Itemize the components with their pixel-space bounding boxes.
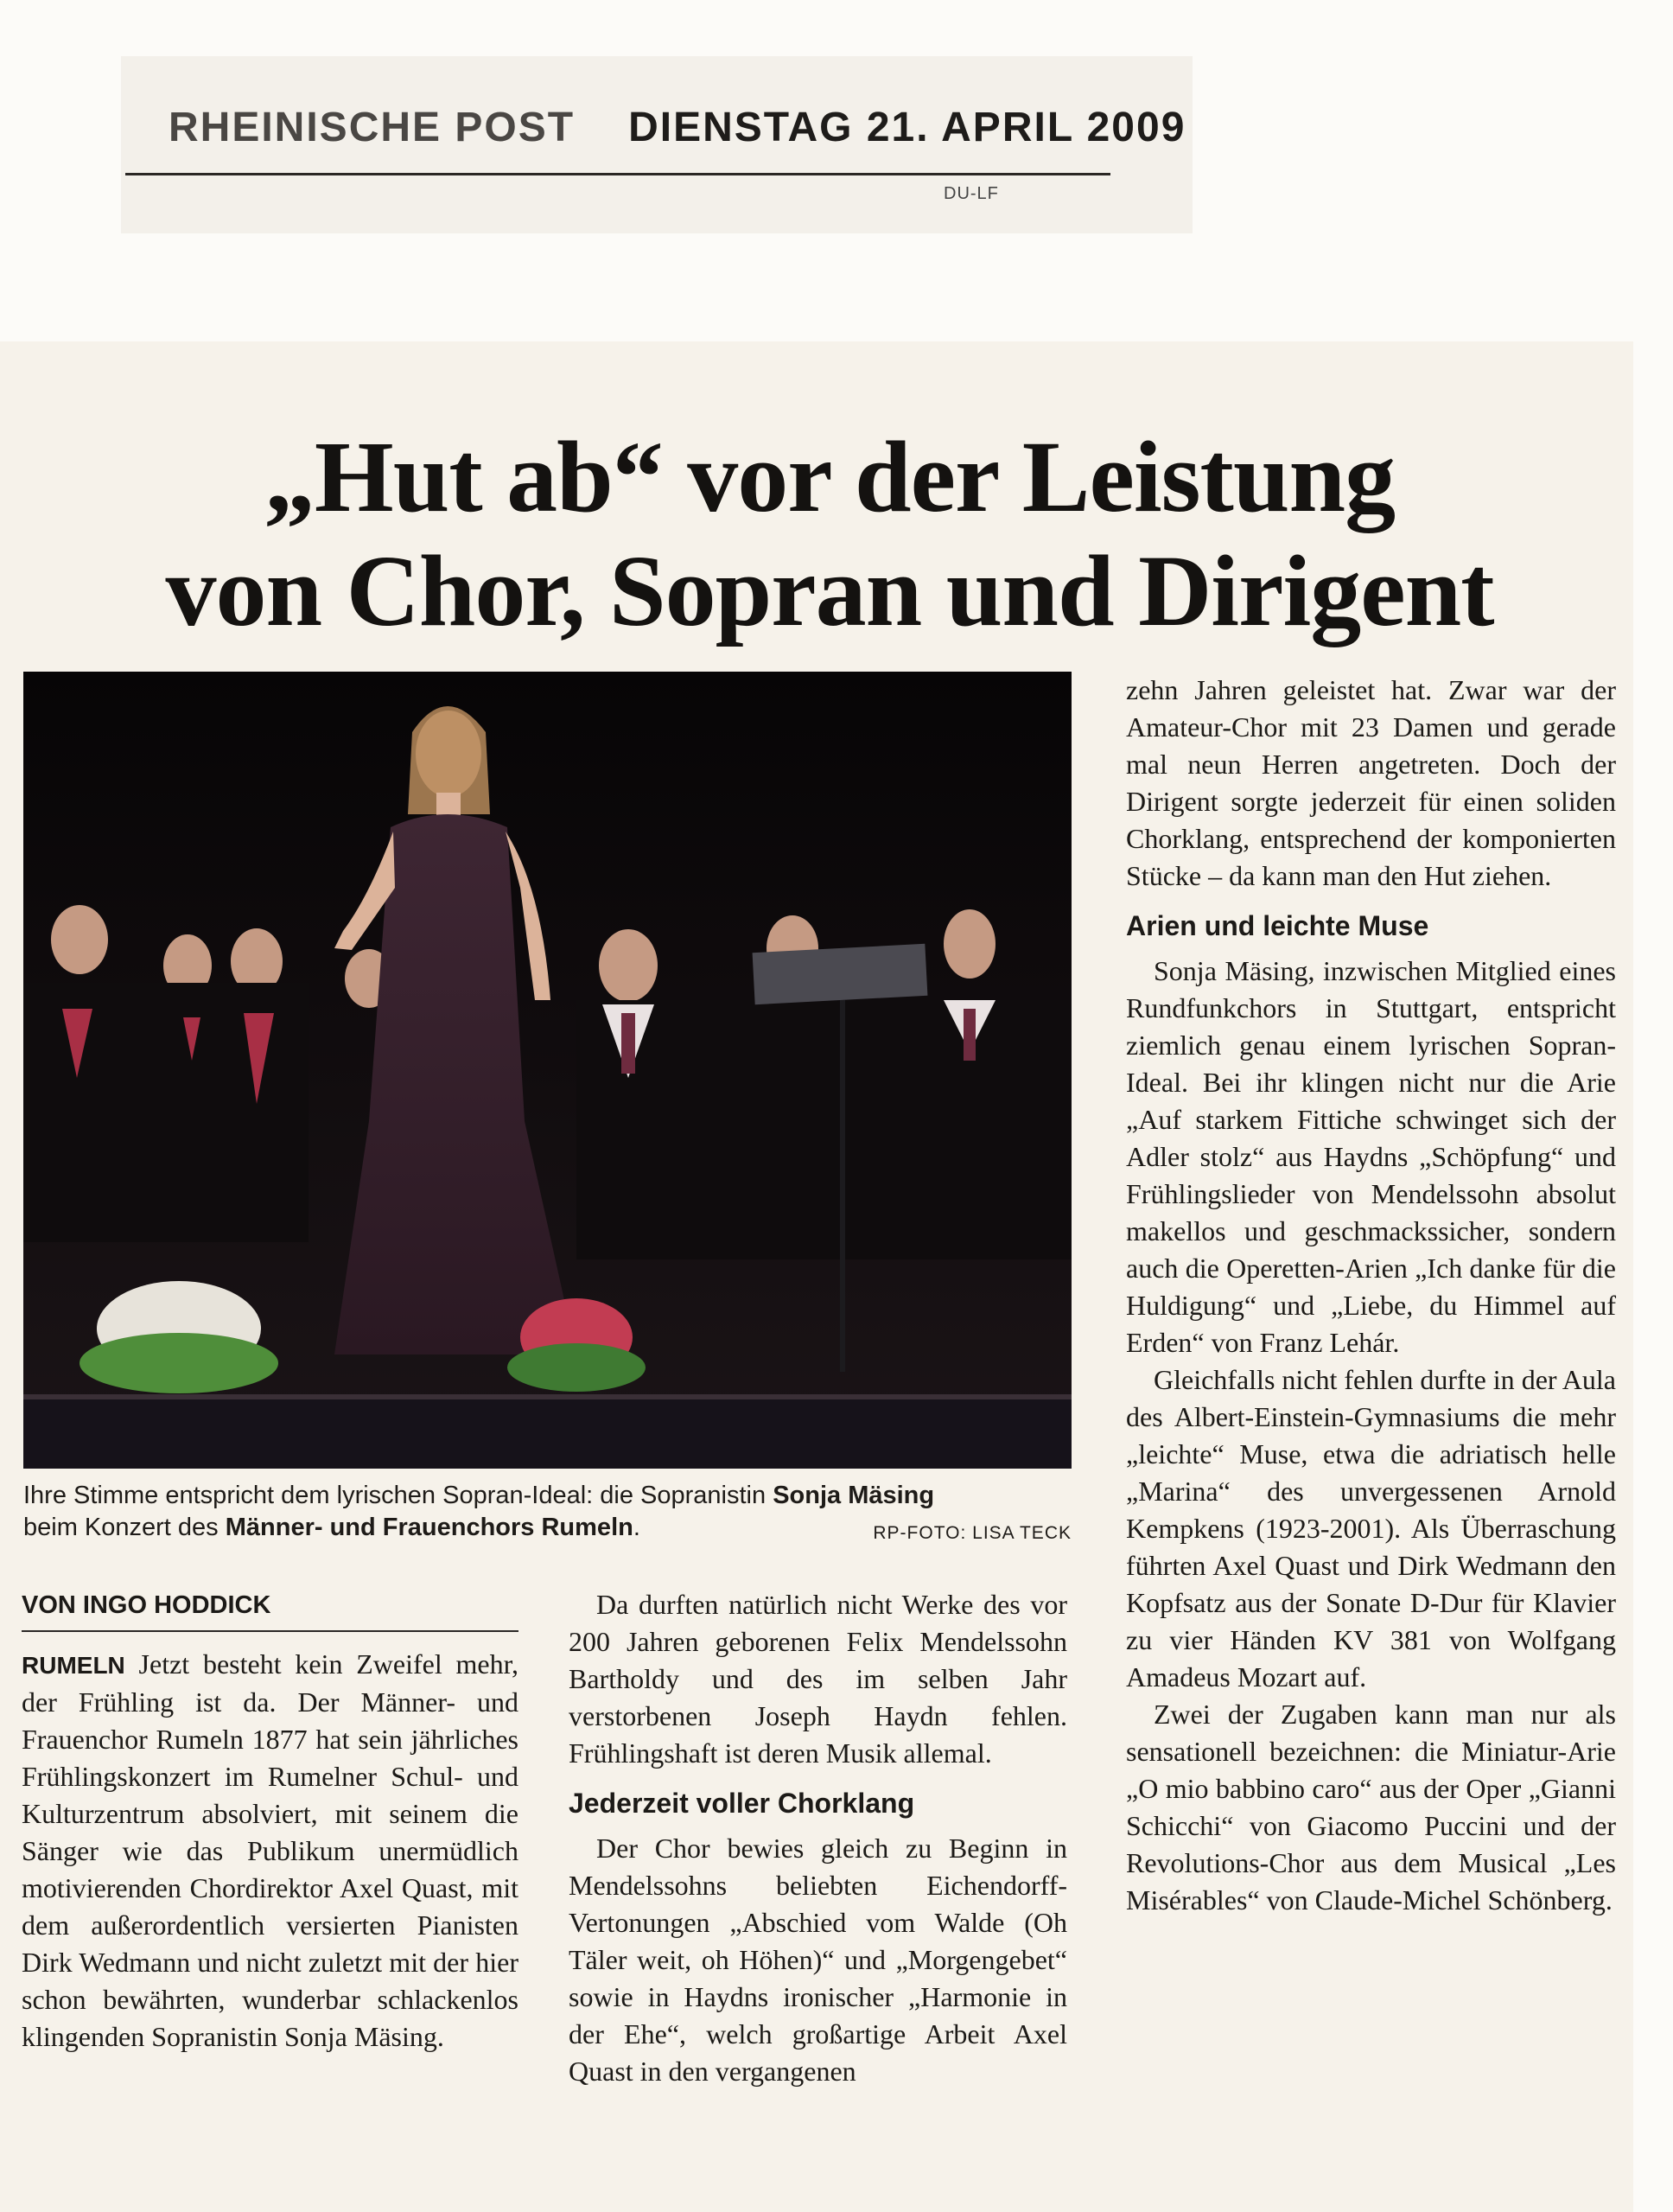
headline-line-1: „Hut ab“ vor der Leistung <box>264 420 1396 533</box>
article-paragraph <box>22 1646 518 2056</box>
subheading: Arien und leichte Muse <box>1126 910 1429 941</box>
article-paragraph: zehn Jahren geleistet hat. Zwar war der Amateur-Chor mit 23 Damen und gerade mal neun Herren angetreten. Doch der Dirigent sorgte jederzeit für einen soliden Chorklang, entsprechend der komponierten Stücke – da kann man den Hut ziehen. <box>1126 674 1616 891</box>
byline: VON INGO HODDICK <box>22 1588 518 1632</box>
article-paragraph: Zwei der Zugaben kann man nur als sensationell bezeichnen: die Miniatur-Arie „O mio babbino caro“ aus der Oper „Gianni Schicchi“ von Giacomo Puccini und der Revolutions-Chor aus dem Musical „Les Misérables“ von Claude-Michel Schönberg. <box>1126 1699 1616 1916</box>
caption-line-1 <box>23 1480 1072 1512</box>
issue-date: DIENSTAG 21. APRIL 2009 <box>628 105 1186 150</box>
article-paragraph: Gleichfalls nicht fehlen durfte in der Aula des Albert-Einstein-Gymnasiums die mehr „leichte“ Muse, etwa die adriatisch helle „Marina“ des unvergessenen Arnold Kempkens (1923-2001). Als Überraschung führten Axel Quast und Dirk Wedmann den Kopfsatz aus der Sonate D-Dur für Klavier zu vier Händen KV 381 von Wolfgang Amadeus Mozart auf. <box>1126 1364 1616 1692</box>
caption-choir-name: Männer- und Frauenchors Rumeln <box>225 1514 633 1541</box>
article-paragraph: Der Chor bewies gleich zu Beginn in Mendelssohns beliebten Eichendorff-Vertonungen „Abschied vom Walde (Oh Täler weit, oh Höhen)“ und „Morgengebet“ sowie in Haydns ironischer „Harmonie in der Ehe“, welch großartige Arbeit Axel Quast in den vergangenen <box>569 1833 1067 2087</box>
photo-credit: RP-FOTO: LISA TECK <box>873 1523 1072 1543</box>
article-column-middle <box>569 1586 1067 2090</box>
caption-period: . <box>633 1514 640 1541</box>
dateline: RUMELN <box>22 1652 125 1679</box>
publication-name: RHEINISCHE POST <box>169 105 576 150</box>
masthead <box>169 104 1186 173</box>
concert-photo <box>23 672 1072 1469</box>
article-paragraph: Da durften natürlich nicht Werke des vor 200 Jahren geborenen Felix Mendelssohn Bartholdy und des im selben Jahr verstorbenen Joseph Haydn fehlen. Frühlingshaft ist deren Musik allemal. <box>569 1589 1067 1769</box>
edition-code: DU-LF <box>944 184 999 203</box>
article-paragraph: Sonja Mäsing, inzwischen Mitglied eines Rundfunkchors in Stuttgart, entspricht ziemlich genau einem lyrischen Sopran-Ideal. Bei ihr klingen nicht nur die Arie „Auf starkem Fittiche schwinget sich der Adler stolz“ aus Haydns „Schöpfung“ und Frühlingslieder von Mendelssohn absolut makellos und geschmackssicher, sondern auch die Operetten-Arien „Ich danke für die Huldigung“ und „Liebe, du Himmel auf Erden“ von Franz Lehár. <box>1126 955 1616 1358</box>
photo-caption <box>23 1480 1072 1544</box>
caption-text-1: Ihre Stimme entspricht dem lyrischen Sopran-Ideal: die Sopranistin <box>23 1482 767 1509</box>
paragraph-text: Jetzt besteht kein Zweifel mehr, der Frühling ist da. Der Männer- und Frauenchor Rumeln 1877 hat sein jährliches Frühlingskonzert im Rumelner Schul- und Kulturzentrum absolviert, mit seinem die Sänger wie das Publikum unermüdlich motivierenden Chordirektor Axel Quast, mit dem außerordentlich versierten Pianisten Dirk Wedmann und nicht zuletzt mit der hier schon bewährten, wunderbar schlackenlos klingenden Sopranistin Sonja Mäsing. <box>22 1648 519 2052</box>
caption-text-2: beim Konzert des <box>23 1514 219 1541</box>
article-column-left <box>22 1588 518 2056</box>
article-column-right <box>1126 672 1616 1919</box>
subheading: Jederzeit voller Chorklang <box>569 1788 915 1819</box>
masthead-rule <box>125 173 1110 175</box>
headline-line-2: von Chor, Sopran und Dirigent <box>165 534 1494 647</box>
caption-soloist-name: Sonja Mäsing <box>773 1482 935 1509</box>
